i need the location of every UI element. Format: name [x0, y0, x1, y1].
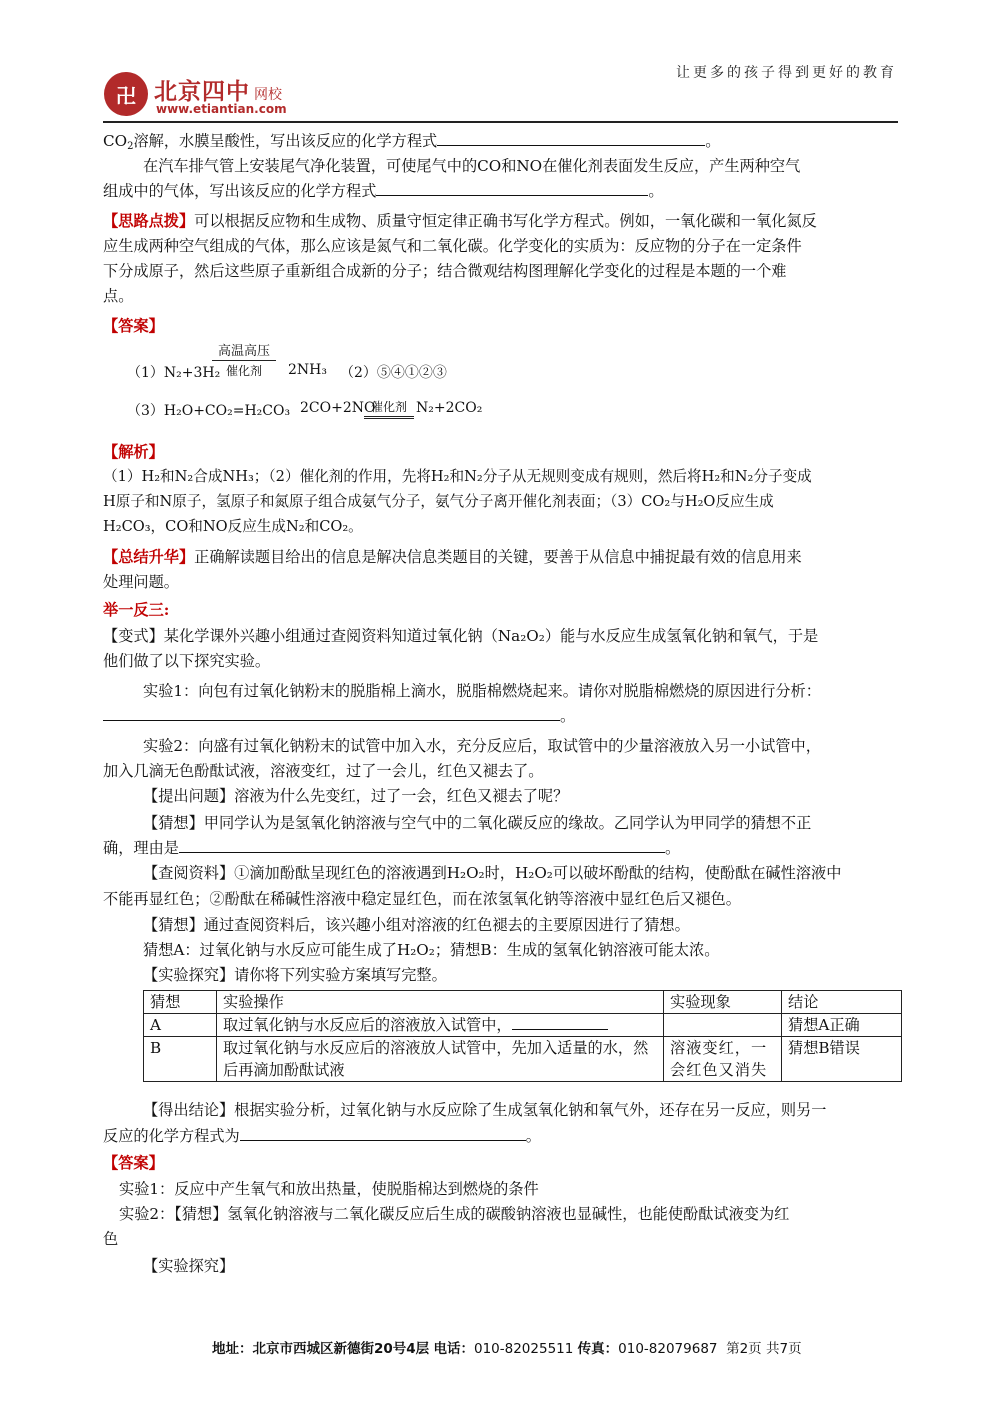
table-cell: 溶液变红，一会红色又消失 [664, 1037, 782, 1082]
text-line: 不能再显红色；②酚酞在稀碱性溶液中稳定显红色，而在浓氢氧化钠等溶液中显红色后又褪色。 [103, 890, 741, 908]
reaction-condition: 高温高压 催化剂 [212, 340, 276, 379]
text-line: 实验1：向包有过氧化钠粉末的脱脂棉上滴水，脱脂棉燃烧起来。请你对脱脂棉燃烧的原因进行分析： [143, 682, 821, 700]
text-line: 色 [103, 1230, 119, 1248]
table-row [144, 1014, 902, 1037]
tip-heading: 【思路点拨】 [103, 212, 195, 230]
text-line: 【提出问题】溶液为什么先变红，过了一会，红色又褪去了呢？ [143, 787, 569, 805]
text-line: 【实验探究】 [143, 1257, 235, 1275]
text-line: 他们做了以下探究实验。 [103, 652, 271, 670]
table-header: 结论 [782, 991, 902, 1014]
header-divider [103, 121, 898, 123]
page-number: 第2页 共7页 [726, 1341, 802, 1357]
text-line: $CO_2$溶解，水膜呈酸性，写出该反应的化学方程式 。 [103, 129, 898, 153]
text-line: 实验2：向盛有过氧化钠粉末的试管中加入水，充分反应后，取试管中的少量溶液放入另一小试管中， [143, 737, 821, 755]
text-line: 反应的化学方程式为 。 [103, 1124, 898, 1148]
equation-3b: 2CO+2NO [300, 400, 376, 416]
page-footer: 地址：北京市西城区新德街20号4层 电话：010-82025511 传真：010-82079687 第2页 共7页 [212, 1341, 802, 1357]
logo-seal-icon: 卍 [104, 72, 148, 116]
experiment-table [143, 990, 902, 1082]
text-line: H原子和N原子，氢原子和氮原子组合成氨气分子，氨气分子离开催化剂表面；（3）CO₂与H₂O反应生成 [103, 493, 774, 510]
table-row [144, 1037, 902, 1082]
text-line: 猜想A：过氧化钠与水反应可能生成了H₂O₂；猜想B：生成的氢氧化钠溶液可能太浓。 [143, 941, 720, 959]
text-line: 【思路点拨】可以根据反应物和生成物、质量守恒定律正确书写化学方程式。例如，一氧化碳和一氧化氮反 [103, 212, 817, 230]
text-line: 处理问题。 [103, 573, 179, 591]
text-line: 【猜想】通过查阅资料后，该兴趣小组对溶液的红色褪去的主要原因进行了猜想。 [143, 916, 690, 934]
text-line: 实验1：反应中产生氧气和放出热量，使脱脂棉达到燃烧的条件 [119, 1180, 539, 1198]
table-cell: 取过氧化钠与水反应后的溶液放入试管中， [217, 1014, 664, 1037]
text-line: 实验2：【猜想】氢氧化钠溶液与二氧化碳反应后生成的碳酸钠溶液也显碱性，也能使酚酞试液变为红 [119, 1205, 790, 1223]
answer-heading: 【答案】 [103, 1154, 164, 1172]
answer-2: （2）⑤④①②③ [340, 365, 447, 381]
reaction-condition: 催化剂 [364, 398, 414, 419]
equation-1: （1）N₂+3H₂ [127, 365, 221, 381]
text-line: 。 [103, 704, 898, 728]
text-line: 应生成两种空气组成的气体，那么应该是氮气和二氧化碳。化学变化的实质为：反应物的分子在一定条件 [103, 237, 802, 255]
table-cell: 猜想A正确 [782, 1014, 902, 1037]
table-cell: B [144, 1037, 217, 1082]
table-header: 实验现象 [664, 991, 782, 1014]
text-line: 在汽车排气管上安装尾气净化装置，可使尾气中的CO和NO在催化剂表面发生反应，产生两种空气 [143, 157, 801, 175]
text-line: 组成中的气体，写出该反应的化学方程式 。 [103, 179, 898, 203]
text-line: 点。 [103, 287, 134, 305]
equation-3a: （3）H₂O+CO₂=H₂CO₃ [127, 403, 291, 419]
header-slogan: 让更多的孩子得到更好的教育 [676, 65, 897, 81]
text-line: 【得出结论】根据实验分析，过氧化钠与水反应除了生成氢氧化钠和氧气外，还存在另一反应，则另一 [143, 1101, 827, 1119]
text-line: H₂CO₃，CO和NO反应生成N₂和CO₂。 [103, 518, 363, 535]
text-line: 【查阅资料】①滴加酚酞呈现红色的溶液遇到H₂O₂时，H₂O₂可以破坏酚酞的结构，使酚酞在碱性溶液中 [143, 864, 842, 882]
table-cell: A [144, 1014, 217, 1037]
analysis-heading: 【解析】 [103, 443, 164, 461]
table-cell[interactable] [664, 1014, 782, 1037]
text-line: 【变式】某化学课外兴趣小组通过查阅资料知道过氧化钠（Na₂O₂）能与水反应生成氢氧化钠和氧气，于是 [103, 627, 819, 645]
table-header: 猜想 [144, 991, 217, 1014]
school-logo[interactable] [104, 72, 394, 122]
answer-heading: 【答案】 [103, 317, 164, 335]
logo-name: 北京四中 网校 [154, 78, 282, 105]
text-line: 确，理由是 。 [103, 836, 898, 860]
text-line: 【总结升华】正确解读题目给出的信息是解决信息类题目的关键，要善于从信息中捕捉最有效的信息用来 [103, 548, 802, 566]
text-line: （1）H₂和N₂合成NH₃；（2）催化剂的作用，先将H₂和N₂分子从无规则变成有规则，然后将H₂和N₂分子变成 [103, 468, 812, 485]
equation-3b-product: N₂+2CO₂ [416, 400, 483, 416]
logo-url: www.etiantian.com [156, 102, 287, 116]
equation-1-product: 2NH₃ [288, 362, 327, 378]
text-line: 【实验探究】请你将下列实验方案填写完整。 [143, 966, 447, 984]
table-header-row [144, 991, 902, 1014]
table-cell: 猜想B错误 [782, 1037, 902, 1082]
text-line: 【猜想】甲同学认为是氢氧化钠溶液与空气中的二氧化碳反应的缘故。乙同学认为甲同学的猜想不正 [143, 814, 812, 832]
text-line: 加入几滴无色酚酞试液，溶液变红，过了一会儿，红色又褪去了。 [103, 762, 544, 780]
text-line: 下分成原子，然后这些原子重新组合成新的分子；结合微观结构图理解化学变化的过程是本题的一个难 [103, 262, 787, 280]
summary-heading: 【总结升华】 [103, 548, 195, 566]
table-header: 实验操作 [217, 991, 664, 1014]
extension-heading: 举一反三: [103, 601, 170, 619]
table-cell: 取过氧化钠与水反应后的溶液放人试管中，先加入适量的水，然后再滴加酚酞试液 [217, 1037, 664, 1082]
